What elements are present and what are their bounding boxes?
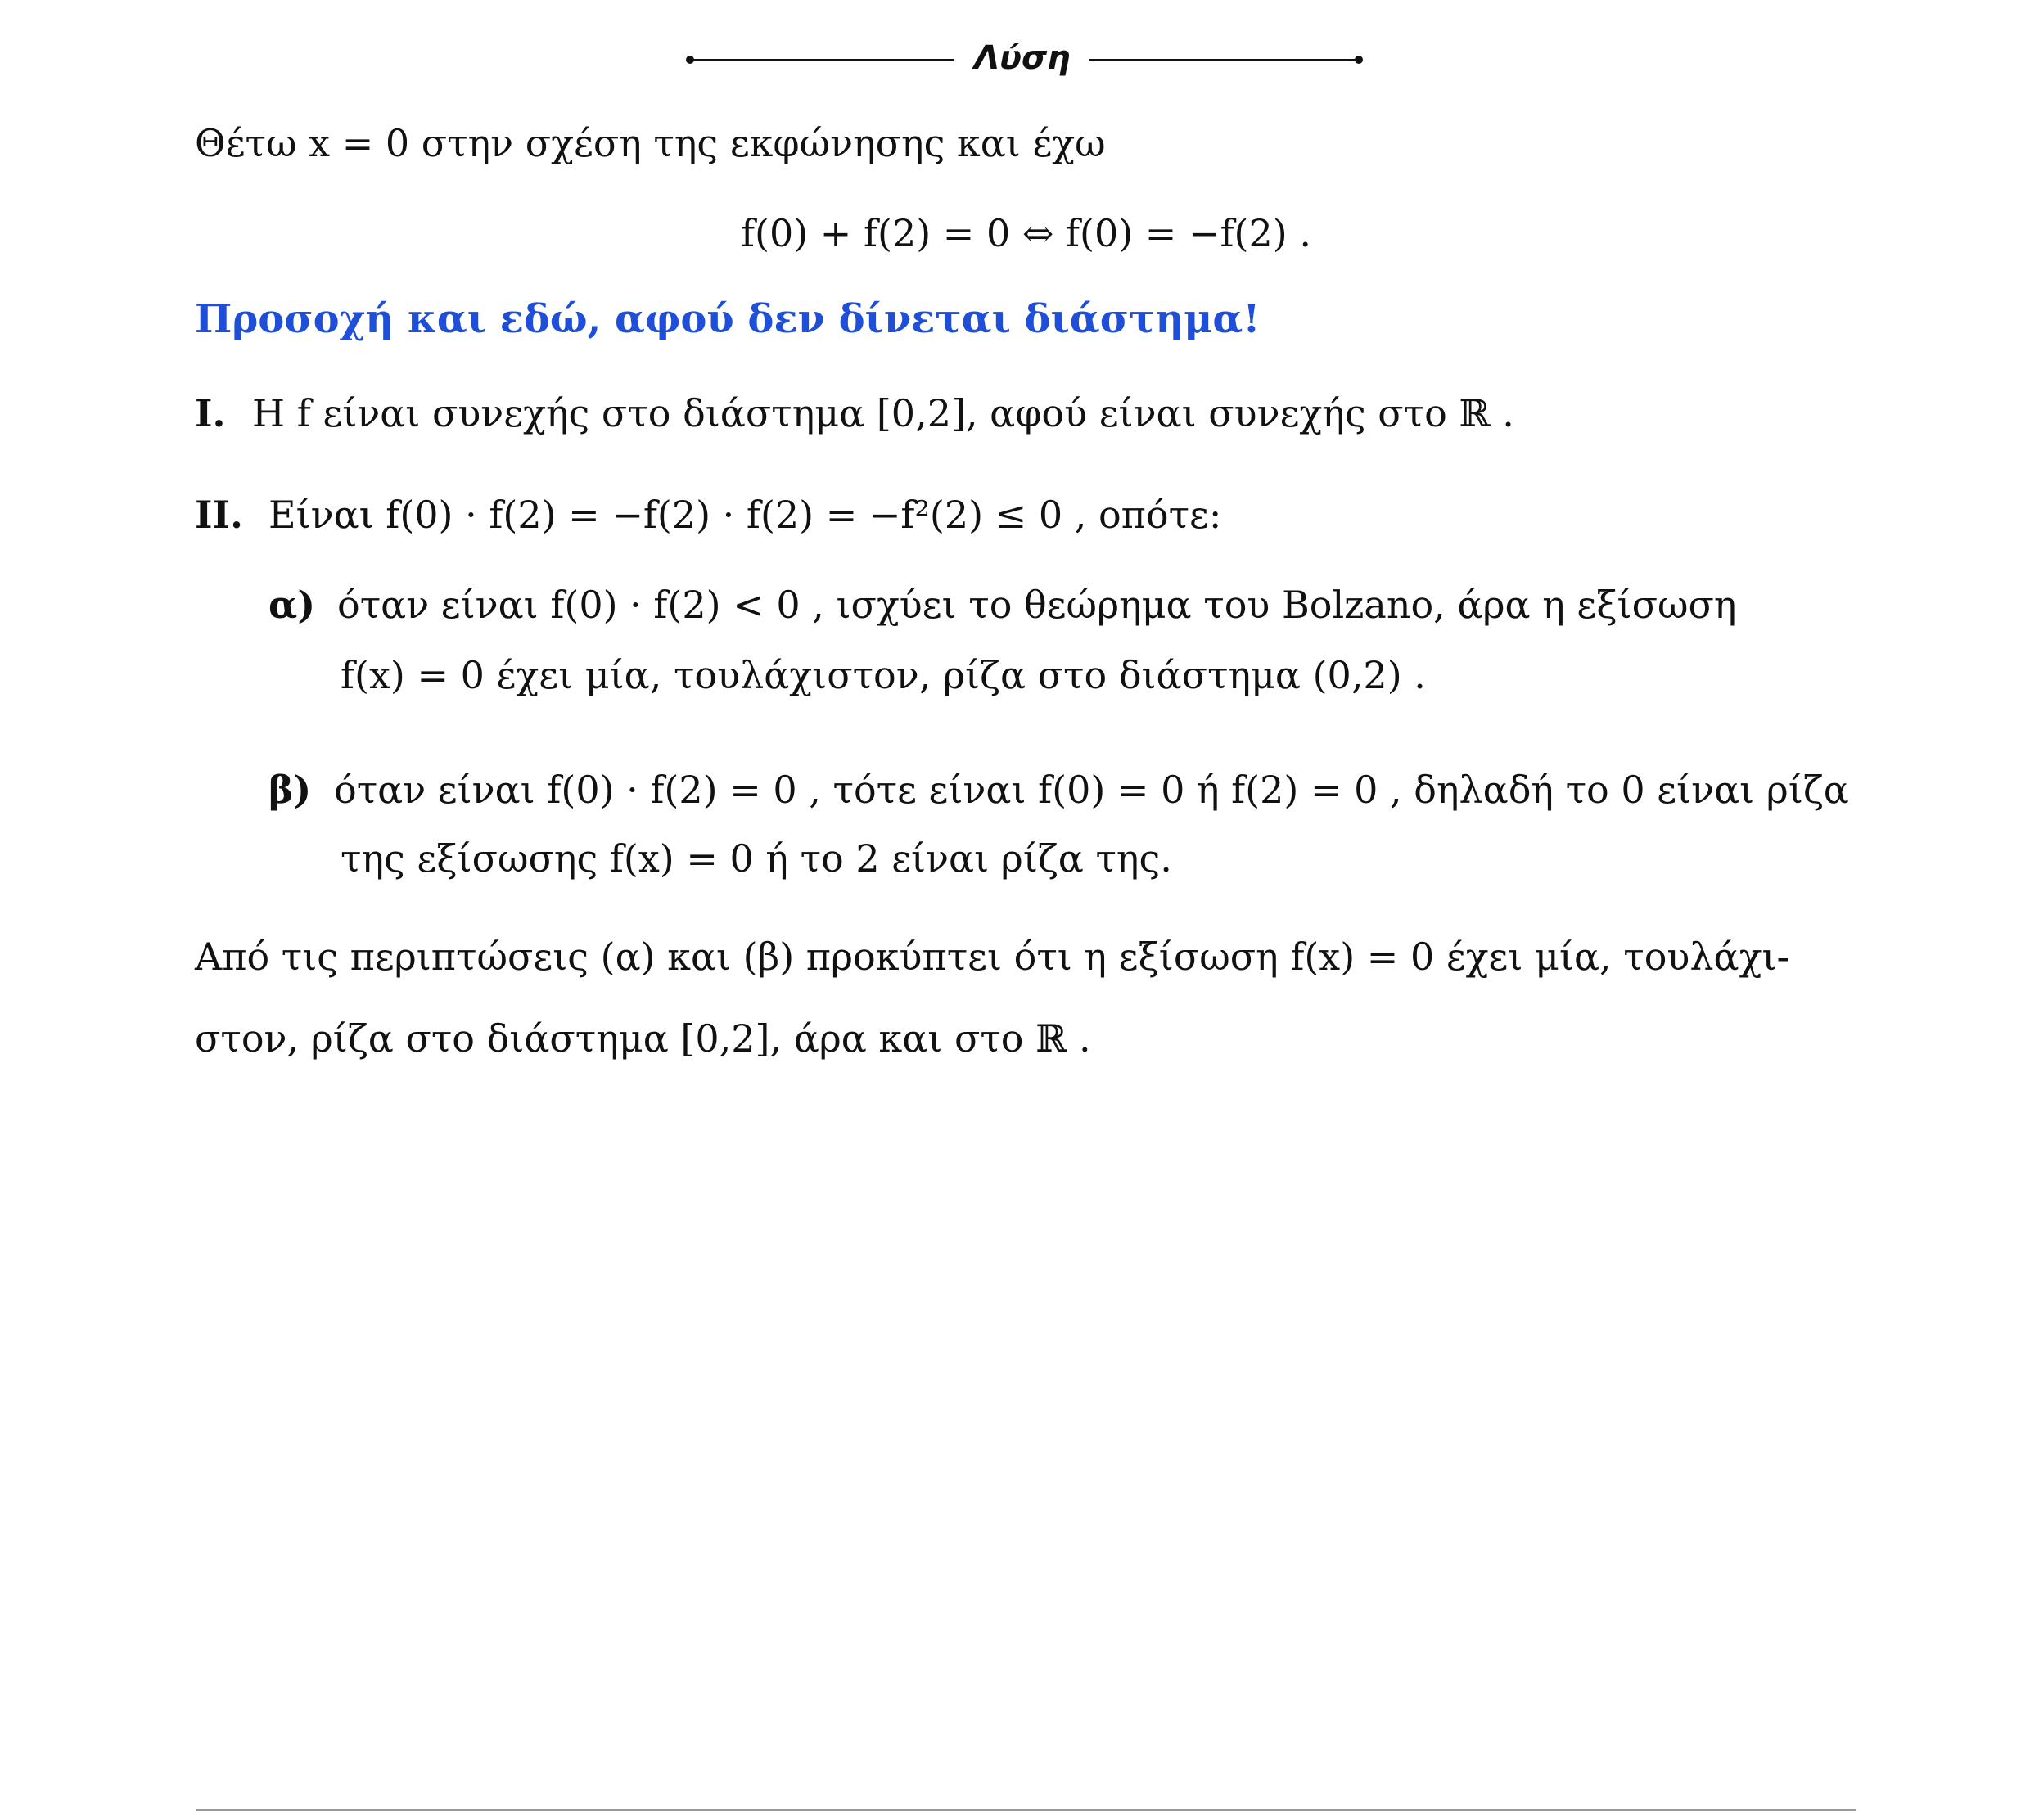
header-left-rule bbox=[690, 59, 954, 61]
header-right-dot bbox=[1355, 56, 1363, 64]
case-beta-label: β) bbox=[268, 768, 312, 812]
display-equation: f(0) + f(2) = 0 ⇔ f(0) = −f(2) . bbox=[741, 211, 1311, 255]
item-1-label: I. bbox=[195, 391, 226, 435]
header-title: Λύση bbox=[974, 39, 1071, 77]
case-alpha-label: α) bbox=[268, 583, 316, 627]
case-alpha-line-2: f(x) = 0 έχει μία, τουλάχιστον, ρίζα στο διάστημα (0,2) . bbox=[341, 653, 1426, 697]
item-2-text: Είναι f(0) · f(2) = −f(2) · f(2) = −f²(2) ≤ 0 , οπότε: bbox=[268, 493, 1222, 537]
case-beta-line-1: όταν είναι f(0) · f(2) = 0 , τότε είναι f(0) = 0 ή f(2) = 0 , δηλαδή το 0 είναι ρίζα bbox=[334, 768, 1849, 812]
warning-note: Προσοχή και εδώ, αφού δεν δίνεται διάστημα! bbox=[195, 296, 1261, 342]
header-right-rule bbox=[1089, 59, 1359, 61]
item-1-text: Η f είναι συνεχής στο διάστημα [0,2], αφού είναι συνεχής στο ℝ . bbox=[252, 391, 1514, 435]
conclusion-line-1: Από τις περιπτώσεις (α) και (β) προκύπτει ότι η εξίσωση f(x) = 0 έχει μία, τουλάχι- bbox=[195, 935, 1790, 979]
case-alpha-line-1: όταν είναι f(0) · f(2) < 0 , ισχύει το θεώρημα του Bolzano, άρα η εξίσωση bbox=[337, 583, 1737, 627]
intro-line: Θέτω x = 0 στην σχέση της εκφώνησης και έχω bbox=[195, 121, 1106, 165]
item-2-label: II. bbox=[195, 493, 244, 537]
footer-rule bbox=[196, 1809, 1856, 1811]
conclusion-line-2: στον, ρίζα στο διάστημα [0,2], άρα και στο ℝ . bbox=[195, 1016, 1091, 1061]
case-beta-line-2: της εξίσωσης f(x) = 0 ή το 2 είναι ρίζα της. bbox=[341, 836, 1172, 881]
